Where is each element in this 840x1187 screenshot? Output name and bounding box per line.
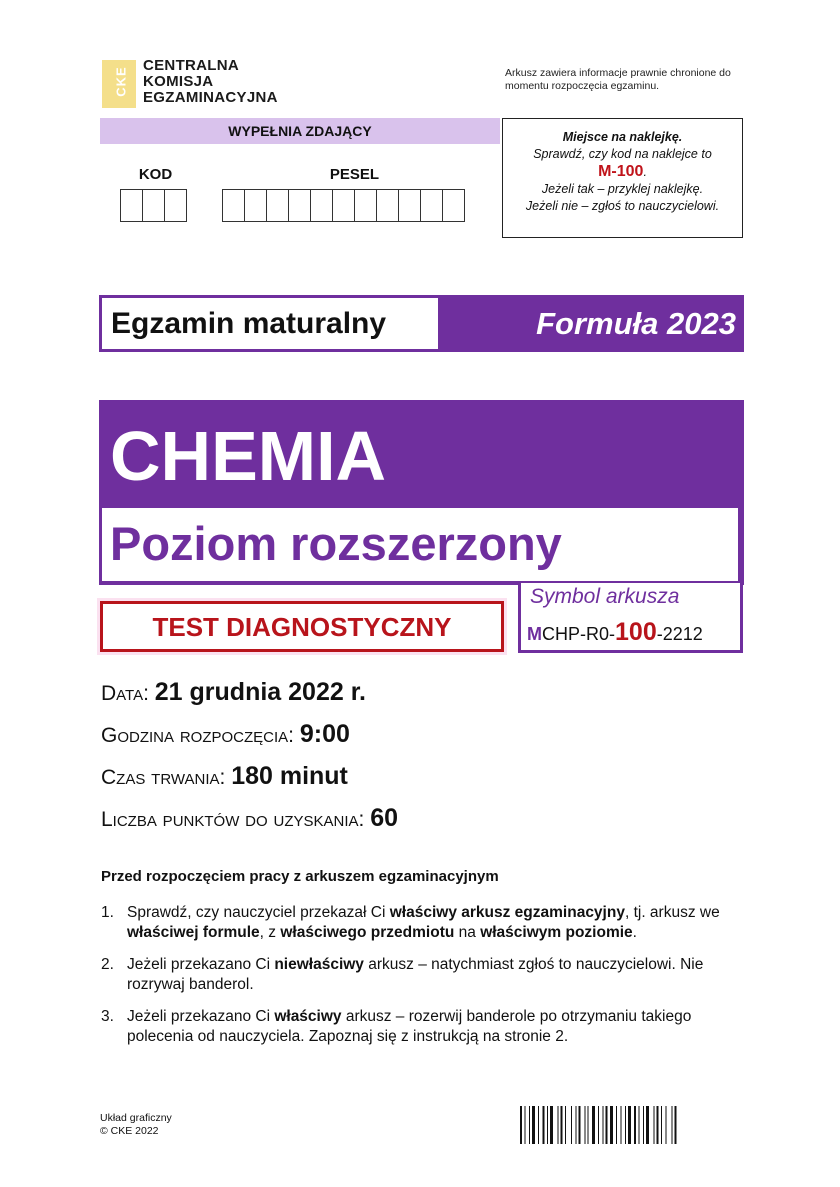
instruction-number: 3.: [101, 1008, 114, 1025]
footer-copyright: © CKE 2022: [100, 1125, 159, 1137]
footer-credits: [100, 1112, 172, 1138]
instruction-text: Jeżeli przekazano Ci właściwy arkusz – rozerwij banderole po otrzymaniu takiego polecenia od nauczyciela. Zapoznaj się z instrukcją na stronie 2.: [127, 1008, 692, 1045]
digit-cell[interactable]: [288, 189, 311, 222]
digit-cell[interactable]: [354, 189, 377, 222]
digit-cell[interactable]: [332, 189, 355, 222]
fill-by-student-header: WYPEŁNIA ZDAJĄCY: [100, 118, 500, 144]
instructions-list: [101, 903, 741, 1059]
symbol-label: Symbol arkusza: [530, 585, 680, 608]
duration-value: 180 minut: [231, 762, 348, 790]
subject-name: CHEMIA: [110, 417, 387, 495]
exam-title: Egzamin maturalny: [102, 298, 438, 349]
symbol-code-number: 100: [615, 618, 657, 646]
digit-cell[interactable]: [244, 189, 267, 222]
instruction-item: [101, 903, 741, 943]
sticker-code-line: [503, 163, 742, 181]
exam-level: Poziom rozszerzony: [110, 517, 562, 570]
instruction-text: Sprawdź, czy nauczyciel przekazał Ci właściwy arkusz egzaminacyjny, tj. arkusz we właściwej formule, z właściwego przedmiotu na właściwym poziomie.: [127, 904, 720, 941]
logo-line: KOMISJA: [143, 73, 214, 90]
logo-line: EGZAMINACYJNA: [143, 89, 278, 106]
start-value: 9:00: [299, 720, 350, 748]
symbol-code: [527, 618, 703, 647]
cke-logo-letters: CKE: [113, 66, 129, 97]
digit-cell[interactable]: [442, 189, 465, 222]
sticker-yes-text: Jeżeli tak – przyklej naklejkę.: [541, 182, 704, 196]
digit-cell[interactable]: [222, 189, 245, 222]
duration-label: Czas trwania:: [101, 766, 232, 789]
digit-cell[interactable]: [266, 189, 289, 222]
instruction-text: Jeżeli przekazano Ci niewłaściwy arkusz – natychmiast zgłoś to nauczycielowi. Nie rozrywaj banderol.: [127, 956, 704, 993]
digit-cell[interactable]: [164, 189, 187, 222]
protected-info-note: Arkusz zawiera informacje prawnie chronione do momentu rozpoczęcia egzaminu.: [505, 67, 731, 92]
footer-layout-credit: Układ graficzny: [100, 1112, 172, 1124]
symbol-code-prefix: M: [527, 624, 542, 644]
pesel-input-boxes[interactable]: [222, 189, 464, 222]
digit-cell[interactable]: [142, 189, 165, 222]
exam-date-line: [101, 678, 366, 707]
exam-formula: Formuła 2023: [536, 306, 736, 341]
points-label: Liczba punktów do uzyskania:: [101, 808, 371, 831]
test-type-label: TEST DIAGNOSTYCZNY: [100, 601, 504, 652]
instruction-number: 2.: [101, 956, 114, 973]
kod-label: KOD: [138, 166, 173, 183]
points-value: 60: [370, 804, 399, 832]
instruction-item: [101, 955, 741, 995]
digit-cell[interactable]: [420, 189, 443, 222]
sticker-no-text: Jeżeli nie – zgłoś to nauczycielowi.: [525, 199, 720, 213]
sticker-check-text: Sprawdź, czy kod na naklejce to: [533, 147, 712, 161]
cke-logo-text: [143, 58, 278, 106]
instructions-heading: Przed rozpoczęciem pracy z arkuszem egzaminacyjnym: [101, 868, 499, 885]
kod-input-boxes[interactable]: [120, 189, 186, 222]
sticker-title: Miejsce na naklejkę.: [562, 130, 683, 144]
start-label: Godzina rozpoczęcia:: [101, 724, 300, 747]
digit-cell[interactable]: [398, 189, 421, 222]
sticker-code: M-100: [598, 163, 644, 180]
date-value: 21 grudnia 2022 r.: [154, 678, 366, 706]
sticker-code-suffix: .: [643, 165, 647, 179]
cke-logo-mark: [102, 60, 136, 108]
instruction-item: [101, 1007, 741, 1047]
duration-line: [101, 762, 348, 791]
digit-cell[interactable]: [376, 189, 399, 222]
instruction-number: 1.: [101, 904, 114, 921]
digit-cell[interactable]: [120, 189, 143, 222]
digit-cell[interactable]: [310, 189, 333, 222]
symbol-code-suffix: -2212: [656, 624, 703, 644]
start-time-line: [101, 720, 350, 749]
points-line: [101, 804, 398, 833]
barcode-icon: [520, 1106, 742, 1144]
date-label: Data:: [101, 682, 155, 705]
symbol-code-body: CHP-R0-: [542, 624, 616, 644]
logo-line: CENTRALNA: [143, 57, 240, 74]
sticker-placeholder: [502, 118, 743, 238]
pesel-label: PESEL: [329, 166, 380, 183]
